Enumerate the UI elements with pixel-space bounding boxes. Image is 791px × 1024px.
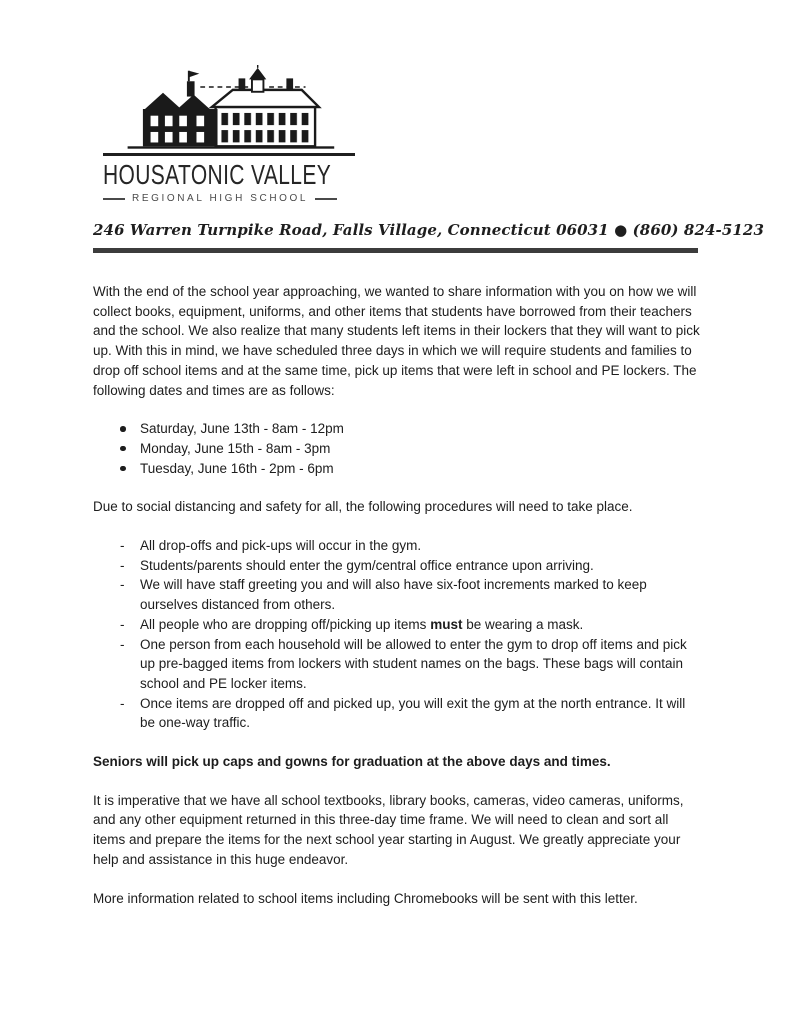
procedure-emphasis: must bbox=[430, 616, 463, 632]
procedure-text: be wearing a mask. bbox=[462, 616, 584, 632]
seniors-note-period: . bbox=[606, 754, 611, 770]
school-name: HOUSATONIC VALLEY bbox=[103, 159, 332, 190]
list-item: - We will have staff greeting you and will also have six-foot increments marked to keep ourselves distanced from others. bbox=[93, 575, 703, 614]
dates-list bbox=[93, 419, 703, 478]
list-item: - All drop-offs and pick-ups will occur in the gym. bbox=[93, 536, 703, 556]
list-item: - Students/parents should enter the gym/central office entrance upon arriving. bbox=[93, 556, 703, 576]
seniors-note bbox=[93, 752, 703, 772]
seniors-note-bold: Seniors will pick up caps and gowns for graduation at the above days and times bbox=[93, 754, 607, 770]
subtitle-dash-right-icon bbox=[315, 198, 337, 200]
list-item: - One person from each household will be allowed to enter the gym to drop off items and pick up pre-bagged items from lockers with student names on the bags. These bags will contain school and PE locker items. bbox=[93, 635, 703, 694]
list-item bbox=[93, 615, 703, 635]
list-item: - Once items are dropped off and picked up, you will exit the gym at the north entrance. It will be one-way traffic. bbox=[93, 694, 703, 733]
school-subtitle bbox=[103, 193, 355, 204]
procedures-list bbox=[93, 536, 703, 733]
paragraph-procedures-intro: Due to social distancing and safety for all, the following procedures will need to take place. bbox=[93, 499, 633, 515]
header-rule bbox=[93, 248, 698, 253]
paragraph-imperative: It is imperative that we have all school textbooks, library books, cameras, video cameras, uniforms, and any other equipment returned in this three-day time frame. We will need to clean and sort all items and prepare the items for the next school year starting in August. We greatly appreciate your help and assistance in this huge endeavor. bbox=[93, 792, 684, 867]
address-line: 246 Warren Turnpike Road, Falls Village, Connecticut 06031 ● (860) 824-5123 bbox=[93, 221, 764, 239]
list-item: Monday, June 15th - 8am - 3pm bbox=[93, 439, 703, 459]
subtitle-dash-left-icon bbox=[103, 198, 125, 200]
letter-body bbox=[93, 282, 703, 908]
school-building-icon bbox=[103, 65, 355, 153]
procedure-text: All people who are dropping off/picking up items bbox=[140, 616, 431, 632]
list-item: Tuesday, June 16th - 2pm - 6pm bbox=[93, 459, 703, 479]
list-item: Saturday, June 13th - 8am - 12pm bbox=[93, 419, 703, 439]
paragraph-more-info: More information related to school items including Chromebooks will be sent with this letter. bbox=[93, 890, 638, 906]
logo-divider bbox=[103, 153, 355, 156]
school-logo bbox=[103, 65, 355, 204]
school-subtitle-text: REGIONAL HIGH SCHOOL bbox=[132, 193, 309, 204]
paragraph-intro: With the end of the school year approaching, we wanted to share information with you on how we will collect books, equipment, uniforms, and other items that students have borrowed from their teachers and the school. We also realize that many students left items in their lockers that they will want to pick up. With this in mind, we have scheduled three days in which we will require students and families to drop off school items and at the same time, pick up items that were left in school and PE lockers. The following dates and times are as follows: bbox=[93, 284, 700, 398]
letterhead bbox=[0, 0, 791, 253]
